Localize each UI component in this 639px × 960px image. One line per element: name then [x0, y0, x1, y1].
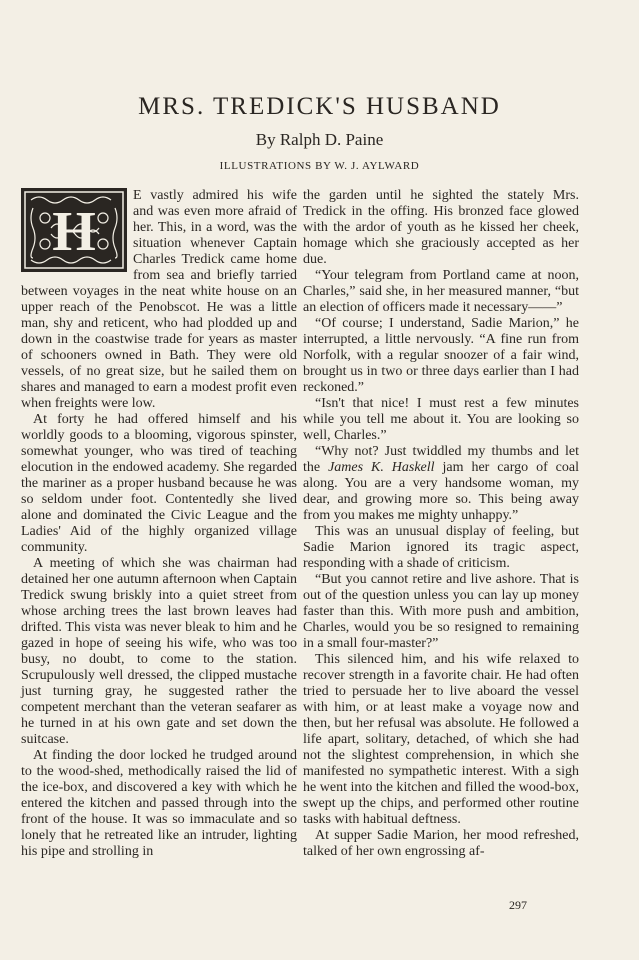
- paragraph: A meeting of which she was chairman had detained her one autumn afternoon when Captain Tredick swung briskly into a quiet street from whose arching trees the last brown leaves had drifted. This vista was never bleak to him and he gazed in hope of seeing his wife, who was too busy, no doubt, to come to the station. Scrupulously well dressed, the clipped mustache just turning gray, he suggested rather the competent merchant than the veteran seafarer as he turned in at his own gate and set down the suitcase.: [21, 556, 298, 747]
- paragraph: E vastly admired his wife and was even more afraid of her. This, in a word, was the situation whenever Captain Charles Tredick came home from sea and briefly tarried between voyages in the neat white house on an upper reach of the Penobscot. He was a little man, shy and reticent, who had plodded up and down in the coastwise trade for years as master of schooners owned in Bath. They were old vessels, of no great size, but he sailed them on shares and managed to earn a modest profit even when freights were low.: [21, 188, 297, 411]
- ship-name: James K. Haskell: [328, 460, 435, 475]
- ornamental-dropcap-h: [21, 188, 127, 272]
- paragraph: At supper Sadie Marion, her mood refreshed, talked of her own engrossing af-: [303, 828, 579, 859]
- illustrations-credit: ILLUSTRATIONS BY W. J. AYLWARD: [219, 160, 420, 172]
- paragraph: This silenced him, and his wife relaxed to recover strength in a favorite chair. He had often tried to persuade her to live aboard the vessel with him, or at least make a voyage now and then, but her refusal was absolute. He followed a life apart, solitary, detached, of which she had not the slightest comprehension, in which she manifested no sympathetic interest. With a sigh he went into the kitchen and filled the wood-box, swept up the chips, and performed other routine tasks with habitual deftness.: [303, 652, 579, 827]
- left-column: [21, 188, 297, 860]
- paragraph: “Isn't that nice! I must rest a few minutes while you tell me about it. You are looking so well, Charles.”: [303, 396, 579, 443]
- text-run: “Why not? Just twiddled my thumbs and let the: [303, 444, 579, 475]
- right-column: [303, 188, 579, 860]
- text-run: jam her cargo of coal along. You are a very handsome woman, my dear, and growing more so. This being away from you makes me mighty unhappy.”: [303, 460, 580, 523]
- paragraph: At finding the door locked he trudged around to the wood-shed, methodically raised the lid of the ice-box, and discovered a key with which he entered the kitchen and passed through into the front of the house. It was so immaculate and so lonely that he retreated like an intruder, lighting his pipe and strolling in: [21, 748, 297, 859]
- paragraph: At forty he had offered himself and his worldly goods to a blooming, vigorous spinster, somewhat younger, who was tired of teaching elocution in the endowed academy. She regarded the mariner as a proper husband because he was so seldom under foot. Contentedly she lived alone and dominated the Civic League and the Ladies' Aid of the highly organized village community.: [21, 412, 297, 555]
- paragraph: “Of course; I understand, Sadie Marion,” he interrupted, a little nervously. “A fine run from Norfolk, with a regular snoozer of a fair wind, brought us in two or three days earlier than I had reckoned.”: [303, 316, 579, 395]
- paragraph: This was an unusual display of feeling, but Sadie Marion ignored its tragic aspect, responding with a shade of criticism.: [303, 524, 579, 571]
- article-byline: By Ralph D. Paine: [255, 130, 384, 149]
- article-title: MRS. TREDICK'S HUSBAND: [138, 93, 501, 120]
- ornamental-dropcap-icon: [21, 188, 127, 272]
- paragraph: [303, 444, 579, 524]
- paragraph: “Your telegram from Portland came at noon, Charles,” said she, in her measured manner, “but an election of officers made it necessary——”: [303, 268, 579, 315]
- paragraph: “But you cannot retire and live ashore. That is out of the question unless you can lay up money faster than this. With more push and ambition, Charles, would you be so resigned to remaining in a small four-master?”: [303, 572, 579, 651]
- page-number: 297: [509, 898, 527, 912]
- dropcap-letter: H: [52, 201, 96, 263]
- paragraph: the garden until he sighted the stately Mrs. Tredick in the offing. His bronzed face glowed with the ardor of youth as he kissed her cheek, homage which she graciously accepted as her due.: [303, 188, 579, 267]
